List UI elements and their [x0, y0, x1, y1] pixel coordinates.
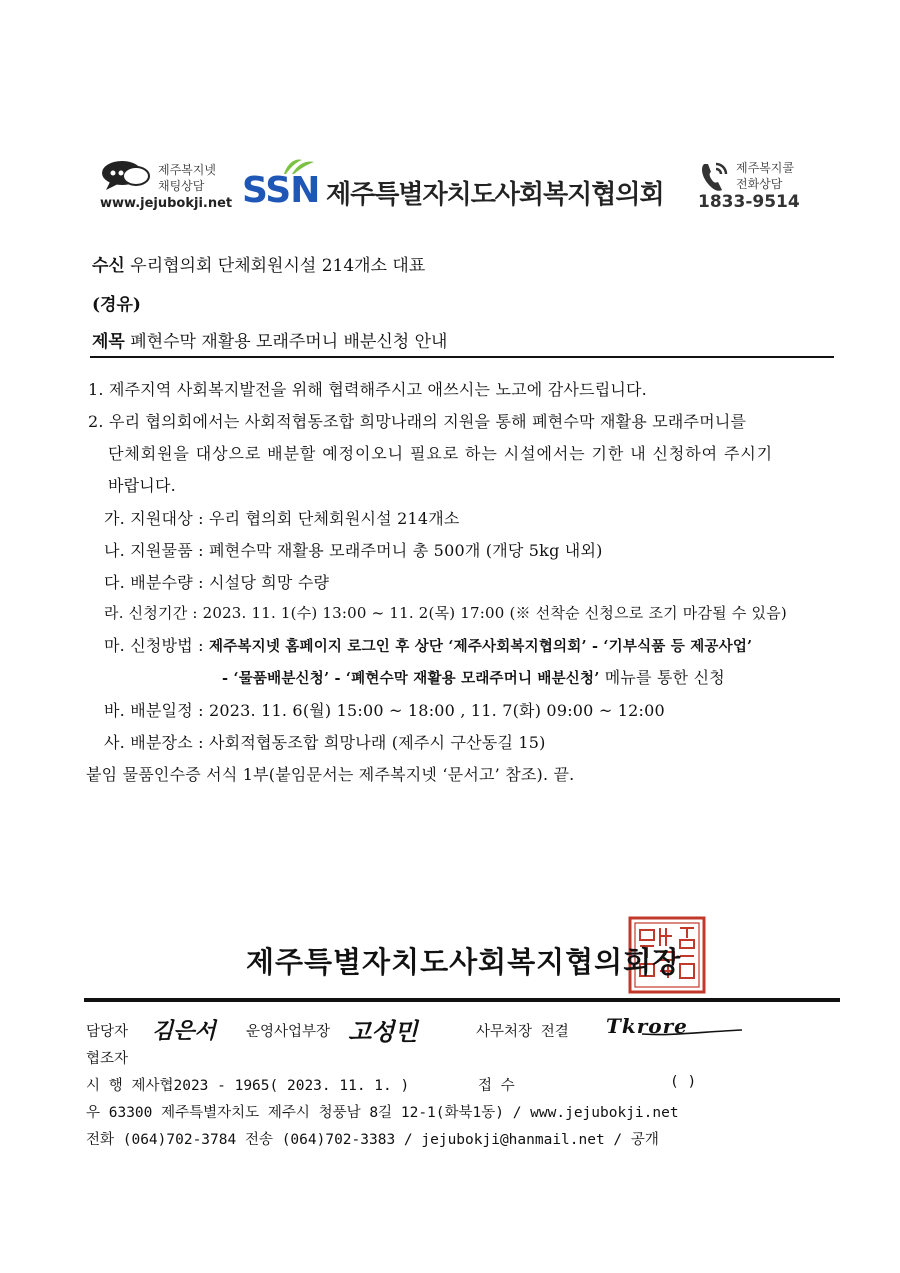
phone-label-1: 제주복지콜 — [736, 161, 794, 175]
attachment: 붙임 물품인수증 서식 1부(붙임문서는 제주복지넷 ‘문서고’ 참조). 끝. — [86, 765, 575, 784]
item-target: 가. 지원대상 : 우리 협의회 단체회원시설 214개소 — [104, 509, 460, 528]
recipient: 우리협의회 단체회원시설 214개소 대표 — [130, 256, 426, 276]
chat-label-1: 제주복지넷 — [158, 163, 216, 177]
phone-icon — [696, 158, 732, 194]
item-method-line-1: 제주복지넷 홈페이지 로그인 후 상단 ‘제주사회복지협의회’ - ‘기부식품 등 제공사업’ — [209, 638, 753, 655]
phone-consult-logo — [696, 158, 816, 218]
paragraph-2-line-3: 바랍니다. — [108, 476, 176, 495]
cooperator-label: 협조자 — [86, 1051, 129, 1067]
paragraph-1: 1. 제주지역 사회복지발전을 위해 협력해주시고 애쓰시는 노고에 감사드립니다. — [88, 380, 647, 399]
receipt-value: ( ) — [670, 1074, 697, 1090]
item-method-line-2-rest: 메뉴를 통한 신청 — [599, 668, 725, 687]
subject: 폐현수막 재활용 모래주머니 배분신청 안내 — [130, 332, 448, 352]
staff-signature: 김은서 — [152, 1018, 216, 1044]
org-name: 제주특별자치도사회복지협의회 — [326, 180, 664, 210]
org-mark: SSN — [242, 170, 320, 211]
item-method-row-2 — [222, 665, 725, 688]
manager-signature: 고성민 — [348, 1017, 418, 1046]
header-divider — [90, 356, 834, 358]
staff-label: 담당자 — [86, 1024, 129, 1040]
phone-label-2: 전화상담 — [736, 177, 783, 191]
via: (경유) — [92, 295, 141, 315]
item-schedule: 바. 배분일정 : 2023. 11. 6(월) 15:00 ~ 18:00 , 11. 7(화) 09:00 ~ 12:00 — [104, 701, 665, 720]
contact-line: 전화 (064)702-3784 전송 (064)702-3383 / jejubokji@hanmail.net / 공개 — [86, 1132, 659, 1148]
item-goods: 나. 지원물품 : 폐현수막 재활용 모래주머니 총 500개 (개당 5kg 내외) — [104, 541, 603, 560]
paragraph-2-line-2: 단체회원을 대상으로 배분할 예정이오니 필요로 하는 시설에서는 기한 내 신청하여 주시기 — [108, 444, 774, 463]
item-method-label: 마. 신청방법 : — [104, 636, 210, 655]
subject-label: 제목 — [92, 332, 125, 352]
manager-label: 운영사업부장 — [246, 1024, 331, 1040]
chat-consult-logo — [100, 160, 240, 220]
address-line: 우 63300 제주특별자치도 제주시 청풍남 8길 12-1(화북1동) / www.jejubokji.net — [86, 1105, 679, 1121]
org-head-signature: 제주특별자치도사회복지협의회장 — [246, 945, 682, 979]
item-period: 라. 신청기간 : 2023. 11. 1(수) 13:00 ~ 11. 2(목) 17:00 (※ 선착순 신청으로 조기 마감될 수 있음) — [104, 604, 787, 622]
signature-divider — [84, 998, 840, 1002]
signature-stroke — [640, 1024, 744, 1038]
receipt-label: 접 수 — [478, 1078, 515, 1094]
secretary-label: 사무처장 전결 — [476, 1024, 569, 1040]
org-logo — [242, 156, 692, 216]
paragraph-2-line-1: 2. 우리 협의회에서는 사회적협동조합 희망나래의 지원을 통해 폐현수막 재활용 모래주머니를 — [88, 412, 747, 431]
item-method-line-2: - ‘물품배분신청’ - ‘폐현수막 재활용 모래주머니 배분신청’ — [222, 670, 600, 687]
secretary-signature: Tkrore — [606, 1014, 688, 1038]
recipient-label: 수신 — [92, 256, 125, 276]
item-place: 사. 배분장소 : 사회적협동조합 희망나래 (제주시 구산동길 15) — [104, 733, 546, 752]
chat-label-2: 채팅상담 — [158, 179, 205, 193]
subject-row — [92, 327, 447, 352]
phone-number: 1833-9514 — [698, 192, 800, 212]
recipient-row — [92, 251, 425, 276]
chat-bubble-icon — [100, 160, 150, 190]
chat-url: www.jejubokji.net — [100, 196, 233, 211]
enforcement-line: 시 행 제사협2023 - 1965( 2023. 11. 1. ) — [86, 1078, 410, 1094]
item-method-row — [104, 633, 752, 656]
item-quantity: 다. 배분수량 : 시설당 희망 수량 — [104, 573, 330, 592]
